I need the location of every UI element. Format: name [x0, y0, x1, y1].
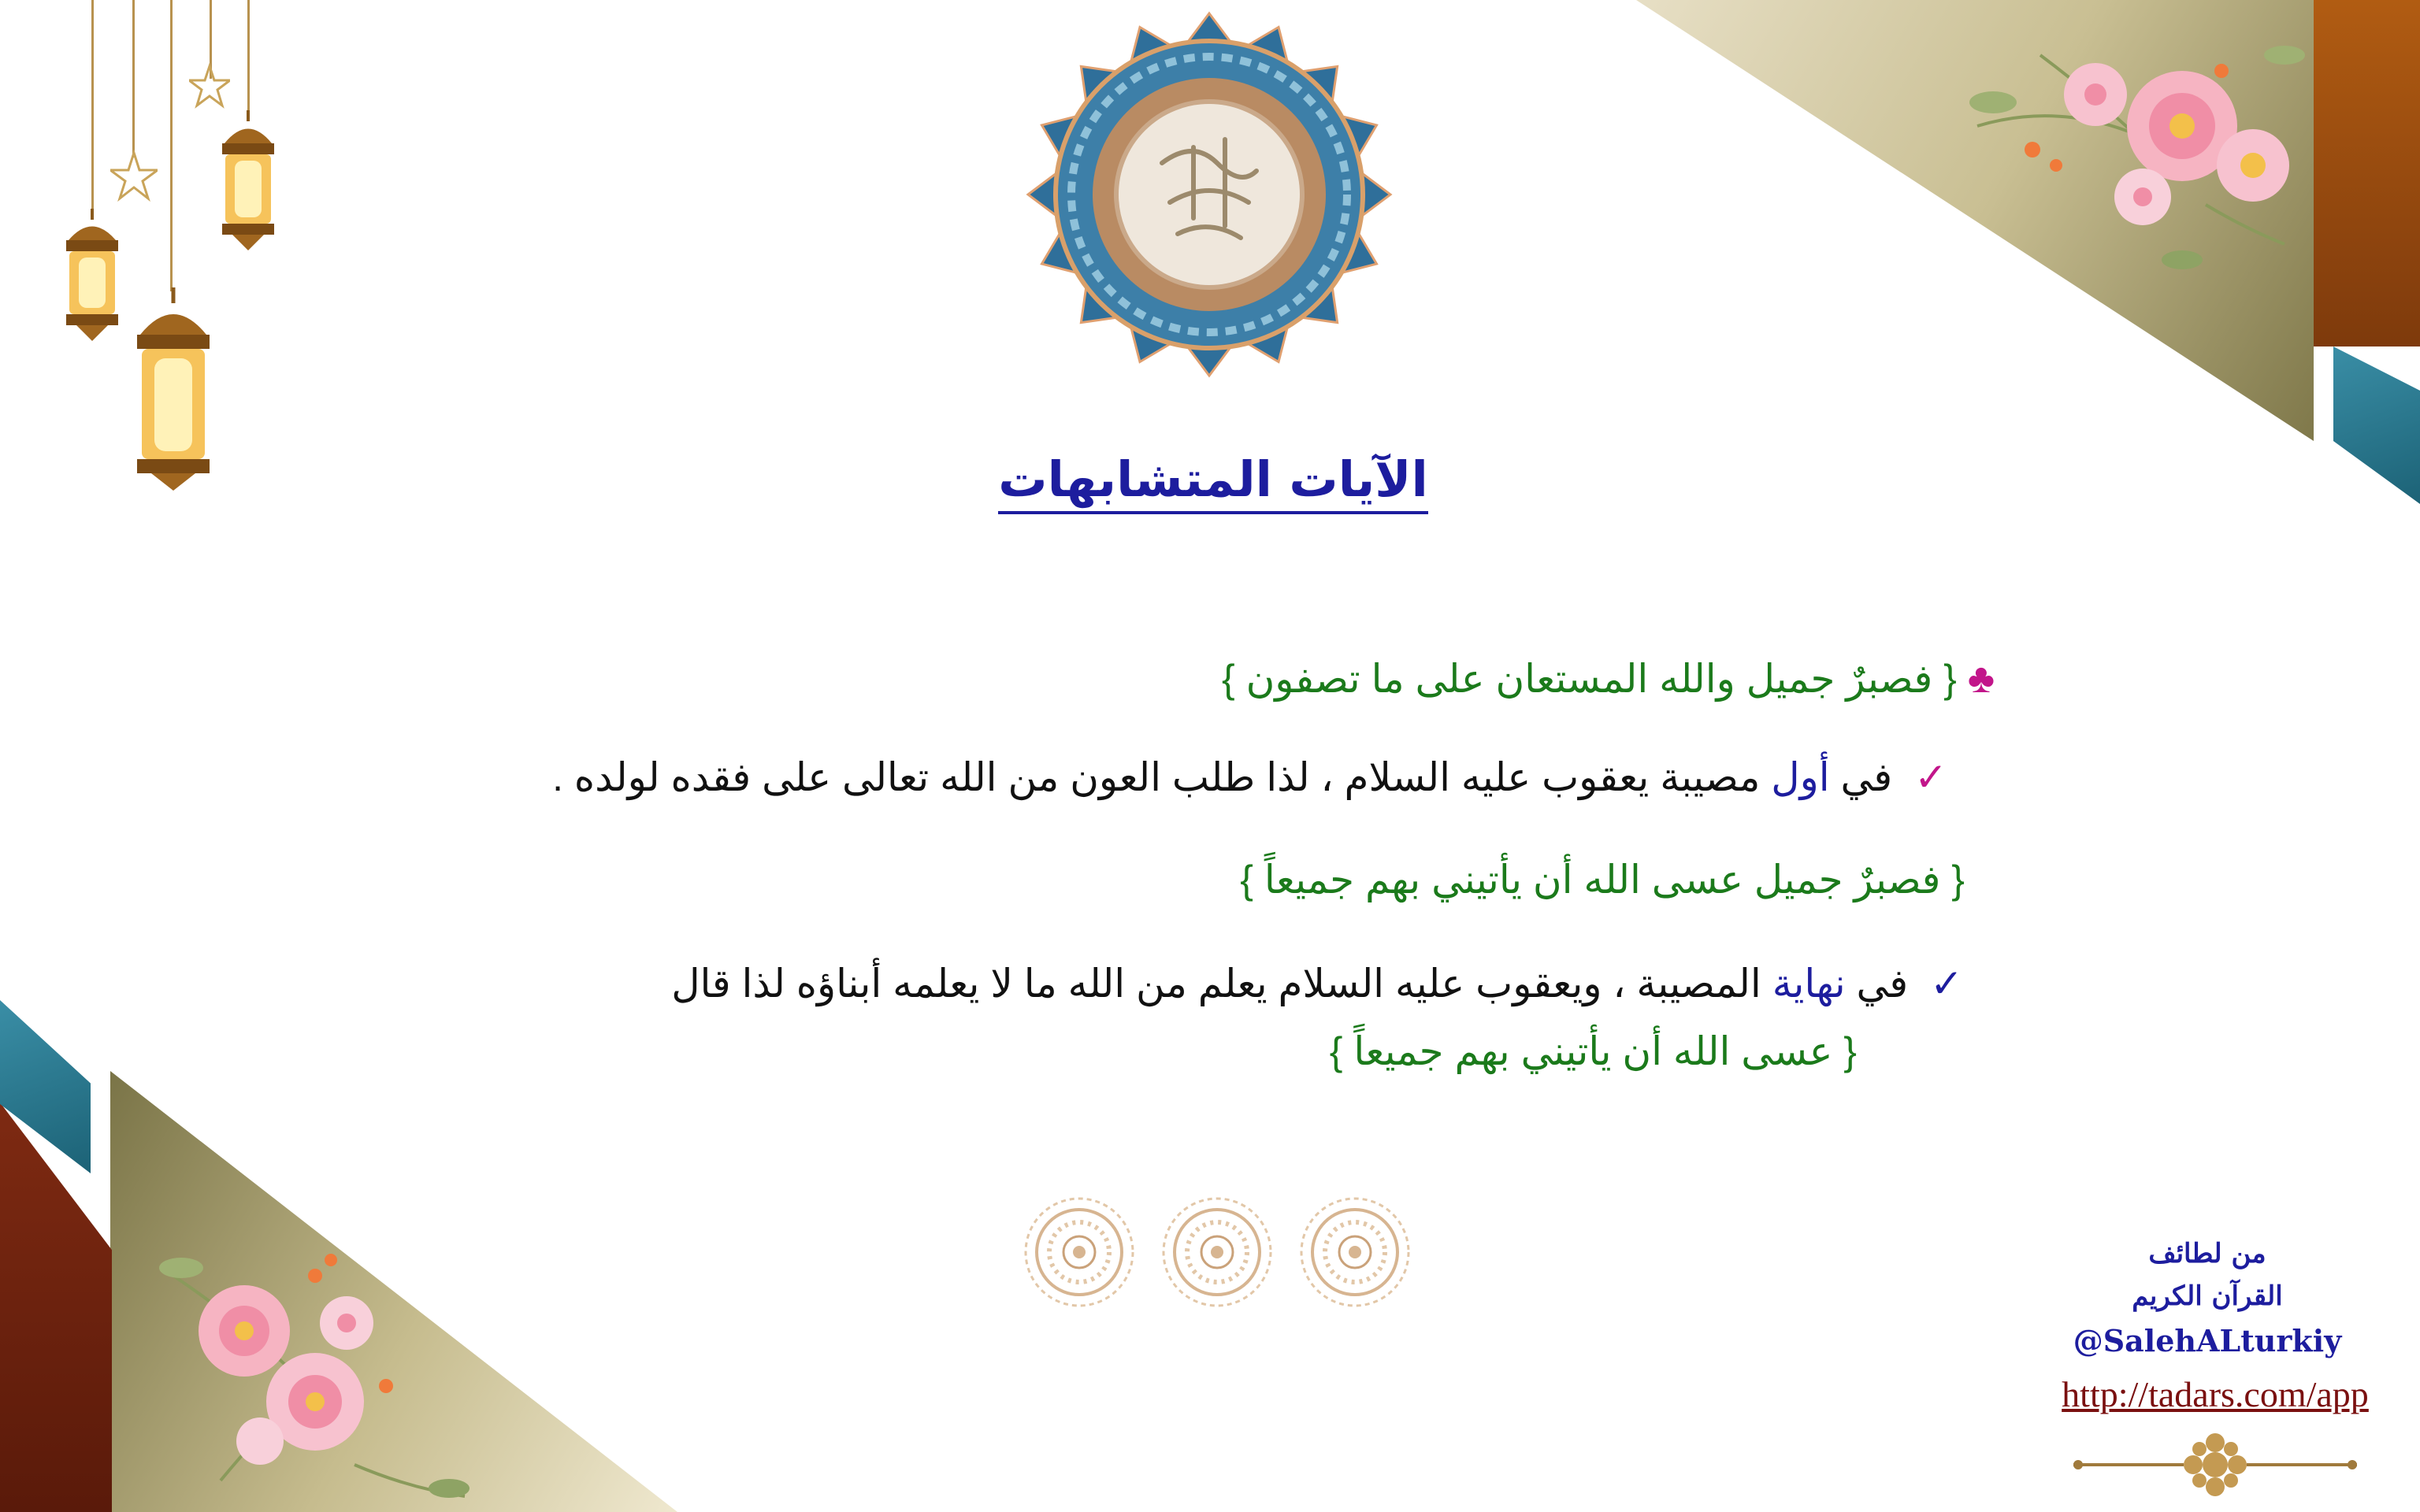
lantern-icon [126, 287, 221, 492]
note-2-verse: { عسى الله أن يأتيني بهم جميعاً } [1329, 1029, 1857, 1073]
ornament-divider-icon [2073, 1429, 2357, 1500]
note-1-highlight: أول [1771, 755, 1830, 799]
lantern-string [91, 0, 94, 213]
website-link[interactable]: http://tadars.com/app [2062, 1374, 2369, 1414]
lantern-icon [57, 209, 128, 343]
corner-accent-top-right [2333, 346, 2420, 504]
credit-line-2: القرآن الكريم [2132, 1280, 2283, 1312]
rosette-icon [1026, 1199, 1133, 1306]
note-2-highlight: نهاية [1772, 962, 1846, 1006]
corner-band-top-right [2314, 0, 2420, 346]
star-icon [189, 63, 230, 110]
lantern-string [132, 0, 135, 158]
credit-line-1: من لطائف [2148, 1238, 2266, 1269]
note-line-1 [552, 754, 1947, 800]
verse-text-1: { فصبرٌ جميل والله المستعان على ما تصفون } [1222, 657, 1957, 701]
lantern-string [247, 0, 250, 110]
star-icon [110, 150, 158, 205]
flower-bouquet-icon [1946, 8, 2308, 276]
lanterns-decoration [47, 0, 299, 504]
rosette-icon [1301, 1199, 1409, 1306]
club-icon: ♣ [1967, 656, 1995, 702]
note-2-text: المصيبة ، ويعقوب عليه السلام يعلم من الله ما لا يعلمه أبناؤه لذا قال [671, 962, 1772, 1006]
verse-text-2: { فصبرٌ جميل عسى الله أن يأتيني بهم جميعاً } [1240, 858, 1965, 902]
page-title-text: الآيات المتشابهات [998, 450, 1427, 514]
corner-band-bottom-left [0, 1102, 112, 1512]
page-title [930, 450, 1497, 508]
verse-line-1 [1222, 655, 1995, 702]
rosette-icon [1164, 1199, 1271, 1306]
check-icon: ✓ [1930, 962, 1963, 1006]
credit-handle[interactable]: @SalehALturkiy [2073, 1323, 2342, 1358]
note-2-prefix: في [1845, 962, 1909, 1006]
check-icon: ✓ [1914, 755, 1947, 799]
flower-bouquet-icon [150, 1228, 481, 1512]
note-line-2-verse [1330, 1028, 1857, 1074]
lantern-icon [213, 110, 284, 252]
note-1-text: مصيبة يعقوب عليه السلام ، لذا طلب العون من الله تعالى على فقده لولده . [552, 755, 1772, 799]
rosettes-decoration [1012, 1193, 1422, 1311]
quran-medallion-icon [1024, 9, 1394, 380]
lantern-string [170, 0, 173, 291]
note-1-prefix: في [1829, 755, 1893, 799]
verse-line-2 [1240, 857, 1965, 902]
note-line-2 [671, 961, 1963, 1006]
